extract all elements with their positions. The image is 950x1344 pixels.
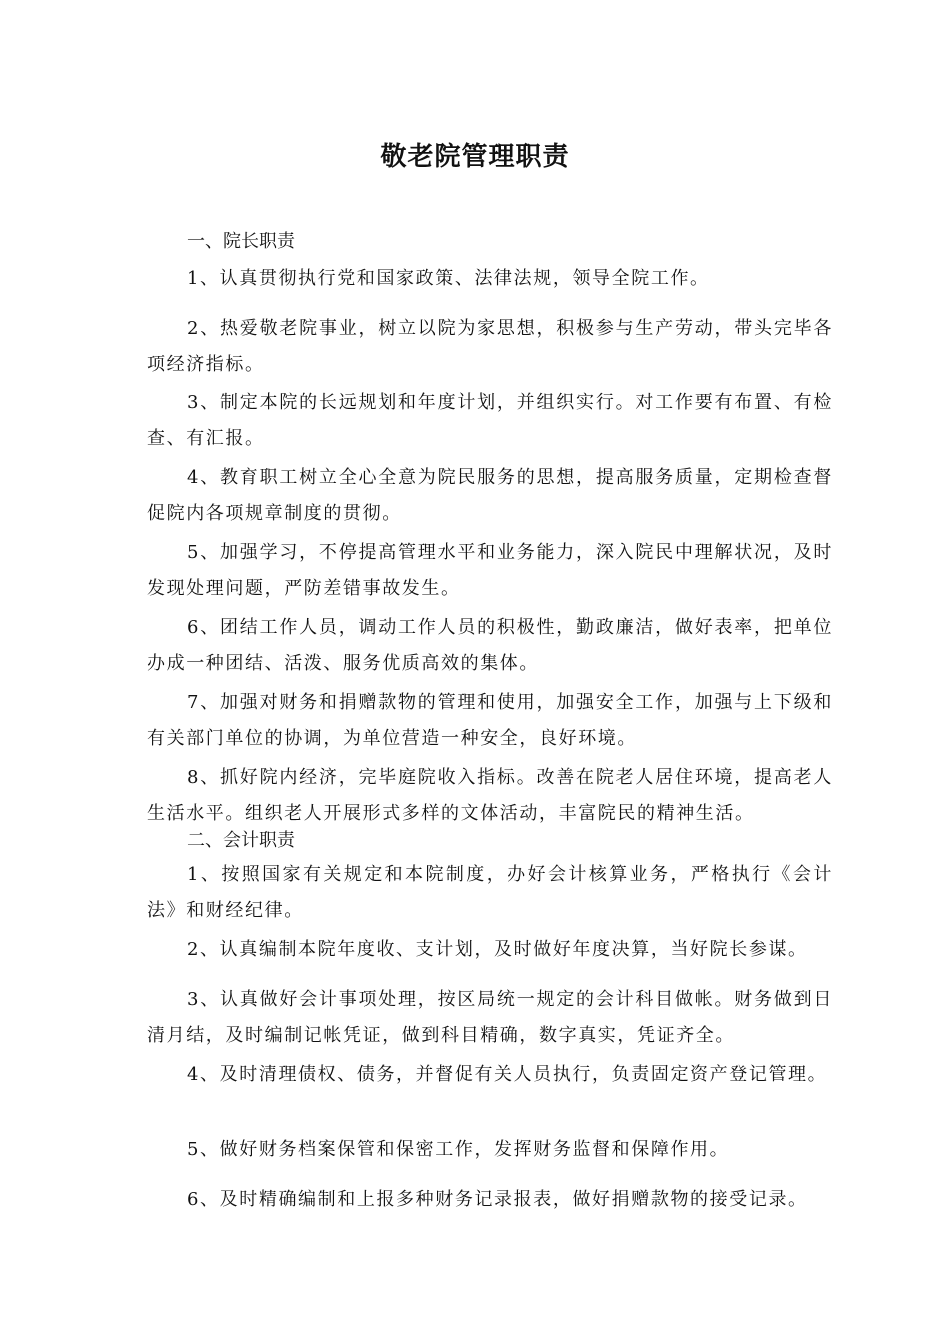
director-duty-7: 7、加强对财务和捐赠款物的管理和使用，加强安全工作，加强与上下级和有关部门单位的协调，为单位营造一种安全，良好环境。: [147, 692, 833, 749]
section-heading-accountant: 二、会计职责: [187, 830, 295, 851]
director-duty-8: 8、抓好院内经济，完毕庭院收入指标。改善在院老人居住环境，提高老人生活水平。组织老人开展形式多样的文体活动，丰富院民的精神生活。: [147, 767, 833, 824]
accountant-duty-5: 5、做好财务档案保管和保密工作，发挥财务监督和保障作用。: [187, 1139, 730, 1160]
section-heading-director: 一、院长职责: [187, 231, 295, 252]
director-duty-4: 4、教育职工树立全心全意为院民服务的思想，提高服务质量，定期检查督促院内各项规章制度的贯彻。: [147, 467, 833, 524]
director-duty-1: 1、认真贯彻执行党和国家政策、法律法规，领导全院工作。: [187, 268, 710, 289]
director-duty-5: 5、加强学习，不停提高管理水平和业务能力，深入院民中理解状况，及时发现处理问题，严防差错事故发生。: [147, 542, 833, 599]
director-duty-2: 2、热爱敬老院事业，树立以院为家思想，积极参与生产劳动，带头完毕各项经济指标。: [147, 318, 833, 375]
accountant-duty-3: 3、认真做好会计事项处理，按区局统一规定的会计科目做帐。财务做到日清月结，及时编制记帐凭证，做到科目精确，数字真实，凭证齐全。: [147, 989, 833, 1046]
accountant-duty-4: 4、及时清理债权、债务，并督促有关人员执行，负责固定资产登记管理。: [187, 1064, 828, 1085]
accountant-duty-6: 6、及时精确编制和上报多种财务记录报表，做好捐赠款物的接受记录。: [187, 1189, 808, 1210]
document-title: 敬老院管理职责: [380, 142, 570, 172]
director-duty-3: 3、制定本院的长远规划和年度计划，并组织实行。对工作要有布置、有检查、有汇报。: [147, 392, 833, 449]
director-duty-6: 6、团结工作人员，调动工作人员的积极性，勤政廉洁，做好表率，把单位办成一种团结、活泼、服务优质高效的集体。: [147, 617, 833, 674]
accountant-duty-1: 1、按照国家有关规定和本院制度，办好会计核算业务，严格执行《会计法》和财经纪律。: [147, 864, 833, 921]
accountant-duty-2: 2、认真编制本院年度收、支计划，及时做好年度决算，当好院长参谋。: [187, 939, 808, 960]
